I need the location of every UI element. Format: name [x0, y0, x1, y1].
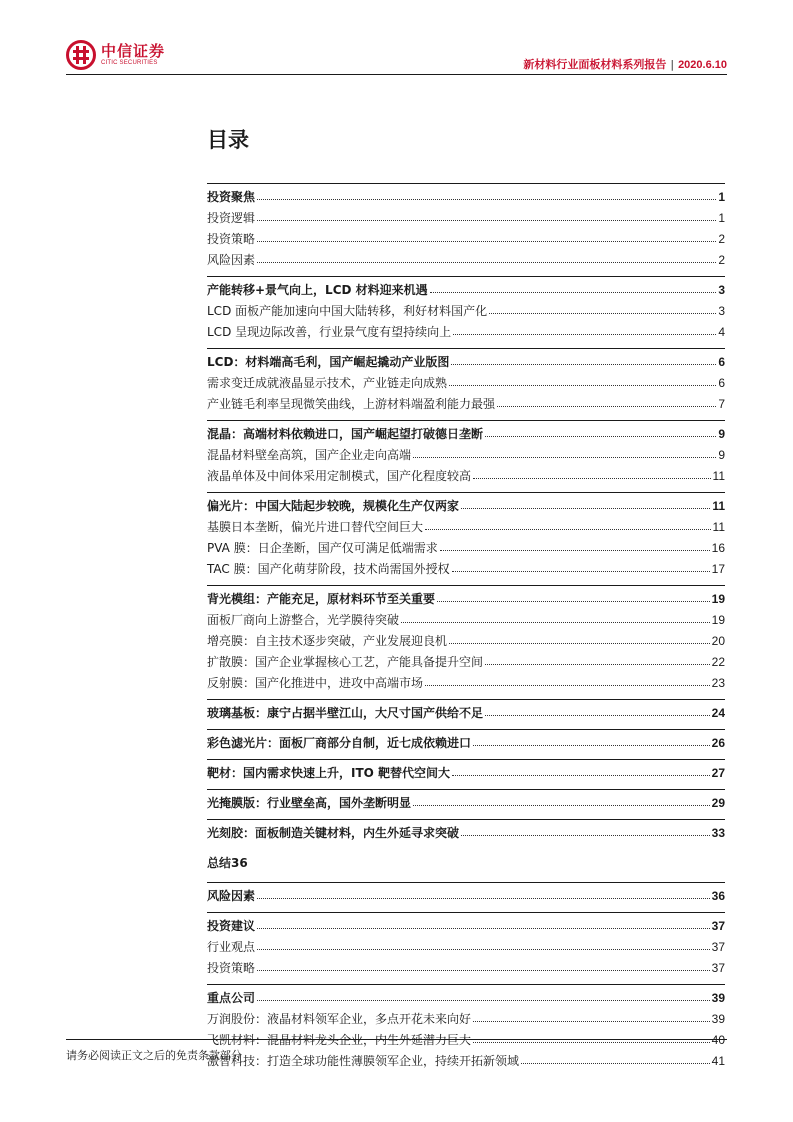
- toc-entry-major[interactable]: [207, 589, 725, 610]
- toc-entry-page: 11: [712, 469, 725, 483]
- toc-section: [207, 183, 725, 271]
- toc-entry-major[interactable]: [207, 988, 725, 1009]
- toc-leader-dots: [257, 240, 716, 242]
- toc-entry-title: 投资聚焦: [207, 190, 256, 204]
- toc-entry-page: 20: [711, 634, 725, 648]
- toc-leader-dots: [425, 528, 711, 530]
- toc-entry-major[interactable]: [207, 763, 725, 784]
- toc-entry[interactable]: [207, 517, 725, 538]
- toc-leader-dots: [257, 219, 716, 221]
- toc-entry[interactable]: [207, 322, 725, 343]
- toc-leader-dots: [257, 927, 710, 929]
- toc-entry-major[interactable]: [207, 823, 725, 844]
- toc-leader-dots: [425, 684, 710, 686]
- toc-entry-title: LCD 面板产能加速向中国大陆转移，利好材料国产化: [207, 304, 488, 318]
- toc-leader-dots: [461, 834, 710, 836]
- toc-leader-dots: [521, 1062, 710, 1064]
- toc-entry-page: 1: [718, 190, 725, 204]
- toc-leader-dots: [473, 1020, 710, 1022]
- toc-entry-major[interactable]: [207, 352, 725, 373]
- toc-entry-title: 投资策略: [207, 232, 256, 246]
- toc-leader-dots: [473, 477, 711, 479]
- toc-leader-dots: [257, 261, 716, 263]
- toc-entry-title: 光掩膜版：行业壁垒高，国外垄断明显: [207, 796, 412, 810]
- toc-section: [207, 882, 725, 907]
- report-date: 2020.6.10: [678, 59, 727, 71]
- toc-entry-title: 背光模组：产能充足，原材料环节至关重要: [207, 592, 436, 606]
- toc-entry-page: 6: [718, 376, 725, 390]
- toc-entry-page: 2: [718, 253, 725, 267]
- toc-section: [207, 759, 725, 784]
- toc-entry[interactable]: [207, 445, 725, 466]
- toc-entry-page: 19: [711, 613, 725, 627]
- logo-cn-text: 中信证券: [101, 42, 166, 60]
- toc-entry-title: 投资建议: [207, 919, 256, 933]
- toc-title: 目录: [207, 128, 249, 152]
- footer-rule: [66, 1039, 727, 1040]
- toc-entry-title: LCD：材料端高毛利，国产崛起撬动产业版图: [207, 355, 450, 369]
- toc-entry-title: 面板厂商向上游整合，光学膜待突破: [207, 613, 400, 627]
- toc-leader-dots: [473, 1041, 710, 1043]
- toc-entry-title: 彩色滤光片：面板厂商部分自制，近七成依赖进口: [207, 736, 472, 750]
- toc-entry-title: 增亮膜：自主技术逐步突破，产业发展迎良机: [207, 634, 448, 648]
- toc-entry-page: 37: [711, 961, 725, 975]
- toc-entry-title: 液晶单体及中间体采用定制模式，国产化程度较高: [207, 469, 472, 483]
- toc-entry-title: 反射膜：国产化推进中，进攻中高端市场: [207, 676, 424, 690]
- toc-entry[interactable]: [207, 229, 725, 250]
- toc-entry[interactable]: [207, 1030, 725, 1051]
- toc-leader-dots: [257, 198, 716, 200]
- toc-leader-dots: [413, 804, 710, 806]
- toc-entry[interactable]: [207, 610, 725, 631]
- toc-entry-page: 22: [711, 655, 725, 669]
- toc-entry-title: 重点公司: [207, 991, 256, 1005]
- toc-section: [207, 729, 725, 754]
- toc-entry-title: LCD 呈现边际改善，行业景气度有望持续向上: [207, 325, 452, 339]
- toc-entry-major[interactable]: [207, 886, 725, 907]
- toc-entry[interactable]: [207, 466, 725, 487]
- toc-entry-page: 36: [711, 889, 725, 903]
- toc-entry[interactable]: [207, 673, 725, 694]
- toc-entry[interactable]: [207, 208, 725, 229]
- toc-entry-page: 9: [718, 448, 725, 462]
- toc-entry[interactable]: [207, 631, 725, 652]
- toc-entry-title: 投资策略: [207, 961, 256, 975]
- toc-entry-title: 玻璃基板：康宁占据半壁江山，大尺寸国产供给不足: [207, 706, 484, 720]
- toc-entry-title: TAC 膜：国产化萌芽阶段，技术尚需国外授权: [207, 562, 450, 576]
- toc-leader-dots: [451, 363, 716, 365]
- toc-entry-title: 万润股份：液晶材料领军企业，多点开花未来向好: [207, 1012, 472, 1026]
- toc-entry-page: 17: [711, 562, 725, 576]
- toc-entry-title: 产业链毛利率呈现微笑曲线，上游材料端盈利能力最强: [207, 397, 496, 411]
- toc-entry[interactable]: [207, 559, 725, 580]
- toc-entry-page: 3: [718, 304, 725, 318]
- citic-logo: [66, 40, 165, 70]
- toc-sections-group-1: [207, 183, 725, 844]
- toc-entry-page: 1: [718, 211, 725, 225]
- toc-entry-page: 37: [711, 940, 725, 954]
- toc-leader-dots: [430, 291, 717, 293]
- toc-section: [207, 699, 725, 724]
- toc-section: [207, 819, 725, 844]
- toc-entry-page: 41: [711, 1054, 725, 1068]
- toc-leader-dots: [452, 774, 710, 776]
- report-header: [523, 56, 727, 72]
- footer-disclaimer: 请务必阅读正文之后的免责条款部分: [66, 1049, 242, 1062]
- toc-leader-dots: [449, 384, 716, 386]
- toc-leader-dots: [485, 663, 710, 665]
- toc-entry-major[interactable]: [207, 187, 725, 208]
- toc-entry[interactable]: [207, 1051, 725, 1072]
- citic-emblem-icon: [66, 40, 96, 70]
- report-title: 新材料行业面板材料系列报告: [523, 58, 667, 71]
- logo-en-text: CITIC SECURITIES: [101, 60, 158, 66]
- toc-entry-page: 6: [718, 355, 725, 369]
- toc-entry-page: 27: [711, 766, 725, 780]
- toc-entry-page: 3: [718, 283, 725, 297]
- toc-entry-major[interactable]: [207, 733, 725, 754]
- toc-entry[interactable]: [207, 250, 725, 271]
- toc-entry-title: PVA 膜：日企垄断，国产仅可满足低端需求: [207, 541, 438, 555]
- toc-leader-dots: [485, 435, 716, 437]
- toc-entry-page: 19: [711, 592, 725, 606]
- toc-entry-page: 11: [712, 499, 725, 513]
- toc-entry[interactable]: [207, 937, 725, 958]
- toc-entry-page: 11: [712, 520, 725, 534]
- toc-entry-major[interactable]: [207, 703, 725, 724]
- toc-leader-dots: [497, 405, 716, 407]
- toc-entry-title: 飞凯材料：混晶材料龙头企业，内生外延潜力巨大: [207, 1033, 472, 1047]
- toc-entry-title: 偏光片：中国大陆起步较晚，规模化生产仅两家: [207, 499, 460, 513]
- toc-entry-title: 投资逻辑: [207, 211, 256, 225]
- toc-section: [207, 276, 725, 343]
- toc-leader-dots: [440, 549, 710, 551]
- toc-entry-page: 4: [718, 325, 725, 339]
- toc-entry-title: 光刻胶：面板制造关键材料，内生外延寻求突破: [207, 826, 460, 840]
- toc-entry-page: 39: [711, 1012, 725, 1026]
- toc-entry[interactable]: [207, 958, 725, 979]
- toc-entry-page: 24: [711, 706, 725, 720]
- toc-entry[interactable]: [207, 301, 725, 322]
- toc-entry-major[interactable]: [207, 424, 725, 445]
- toc-leader-dots: [485, 714, 710, 716]
- table-of-contents: [207, 183, 725, 1077]
- toc-entry[interactable]: [207, 394, 725, 415]
- toc-entry-page: 2: [718, 232, 725, 246]
- toc-entry[interactable]: [207, 373, 725, 394]
- toc-sections-group-2: [207, 882, 725, 1072]
- toc-entry-page: 39: [711, 991, 725, 1005]
- toc-entry-title: 扩散膜：国产企业掌握核心工艺，产能具备提升空间: [207, 655, 484, 669]
- toc-entry-page: 16: [711, 541, 725, 555]
- toc-leader-dots: [449, 642, 710, 644]
- toc-leader-dots: [437, 600, 710, 602]
- toc-entry-page: 29: [711, 796, 725, 810]
- toc-entry-title: 风险因素: [207, 889, 256, 903]
- toc-entry-page: 33: [711, 826, 725, 840]
- toc-entry-page: 7: [718, 397, 725, 411]
- toc-entry[interactable]: [207, 538, 725, 559]
- toc-leader-dots: [257, 897, 710, 899]
- toc-entry-title: 混晶材料壁垒高筑，国产企业走向高端: [207, 448, 412, 462]
- toc-leader-dots: [401, 621, 710, 623]
- toc-leader-dots: [473, 744, 710, 746]
- toc-entry-major[interactable]: [207, 496, 725, 517]
- toc-entry-page: 40: [711, 1033, 725, 1047]
- header-rule: [66, 74, 727, 75]
- toc-section: [207, 492, 725, 580]
- toc-entry-title: 行业观点: [207, 940, 256, 954]
- toc-entry-title: 基膜日本垄断，偏光片进口替代空间巨大: [207, 520, 424, 534]
- toc-entry-major[interactable]: [207, 916, 725, 937]
- toc-section: [207, 585, 725, 694]
- toc-entry-page: 37: [711, 919, 725, 933]
- toc-entry[interactable]: [207, 1009, 725, 1030]
- toc-section: [207, 420, 725, 487]
- toc-entry-page: 26: [711, 736, 725, 750]
- toc-leader-dots: [413, 456, 716, 458]
- toc-entry-title: 风险因素: [207, 253, 256, 267]
- toc-entry-title: 靶材：国内需求快速上升，ITO 靶替代空间大: [207, 766, 451, 780]
- toc-entry-major[interactable]: [207, 793, 725, 814]
- toc-leader-dots: [461, 507, 710, 509]
- toc-leader-dots: [257, 999, 710, 1001]
- toc-section: [207, 348, 725, 415]
- toc-leader-dots: [257, 948, 710, 950]
- toc-entry-title: 需求变迁成就液晶显示技术，产业链走向成熟: [207, 376, 448, 390]
- toc-leader-dots: [489, 312, 716, 314]
- toc-entry-title: 激智科技：打造全球功能性薄膜领军企业，持续开拓新领域: [207, 1054, 520, 1068]
- header-separator: |: [670, 58, 675, 71]
- toc-summary-line: 总结36: [207, 856, 248, 870]
- toc-leader-dots: [452, 570, 710, 572]
- toc-entry-title: 产能转移+景气向上，LCD 材料迎来机遇: [207, 283, 428, 297]
- toc-leader-dots: [257, 969, 710, 971]
- toc-entry[interactable]: [207, 652, 725, 673]
- toc-entry-title: 混晶：高端材料依赖进口，国产崛起望打破德日垄断: [207, 427, 484, 441]
- toc-leader-dots: [453, 333, 716, 335]
- toc-section: [207, 789, 725, 814]
- toc-entry-major[interactable]: [207, 280, 725, 301]
- toc-entry-page: 23: [711, 676, 725, 690]
- toc-entry-page: 9: [718, 427, 725, 441]
- toc-section: [207, 912, 725, 979]
- toc-section: [207, 984, 725, 1072]
